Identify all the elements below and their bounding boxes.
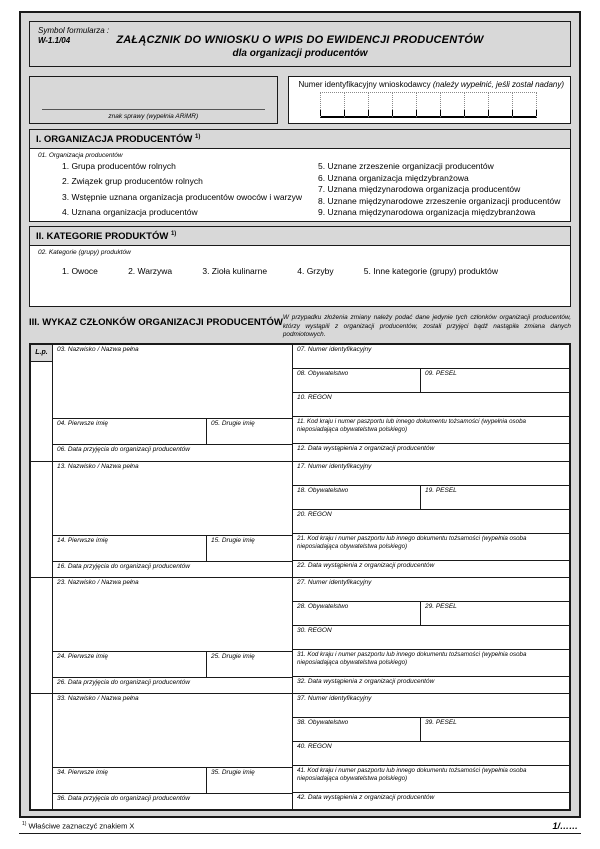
member-first-name-cell[interactable]	[53, 536, 207, 561]
member-second-name-cell[interactable]	[207, 768, 292, 793]
member-pesel-label: 09. PESEL	[425, 370, 457, 378]
member-first-name-cell[interactable]	[53, 419, 207, 444]
member-first-name-label: 04. Pierwsze imię	[57, 420, 108, 428]
section3-header	[29, 314, 571, 339]
member-lp-cell[interactable]	[31, 694, 53, 809]
member-join-date-cell[interactable]	[53, 445, 292, 461]
member-id-label: 37. Numer identyfikacyjny	[297, 695, 372, 703]
member-leave-date-label: 42. Data wystąpienia z organizacji producentów	[297, 794, 435, 802]
footer-note	[22, 821, 134, 831]
member-passport-label: 21. Kod kraju i numer paszportu lub innego dokumentu tożsamości (wypełnia osoba nieposiadająca obywatelstwa polskiego)	[297, 535, 527, 551]
applicant-id-digit-cell[interactable]	[464, 92, 489, 118]
member-leave-date-label: 22. Data wystąpienia z organizacji producentów	[297, 562, 435, 570]
form-title	[30, 34, 570, 59]
member-name-label: 13. Nazwisko / Nazwa pełna	[57, 463, 139, 471]
member-first-name-label: 34. Pierwsze imię	[57, 769, 108, 777]
member-leave-date-cell[interactable]	[293, 677, 569, 693]
member-citizenship-cell[interactable]	[293, 369, 421, 392]
org-option[interactable]: 3. Wstępnie uznana organizacja producentów owoców i warzyw	[62, 191, 303, 202]
member-passport-cell[interactable]	[293, 417, 569, 444]
member-citizenship-cell[interactable]	[293, 602, 421, 625]
section2-body	[29, 245, 571, 307]
member-passport-cell[interactable]	[293, 766, 569, 793]
org-option[interactable]: 6. Uznana organizacja międzybranżowa	[318, 172, 469, 183]
member-passport-label: 41. Kod kraju i numer paszportu lub innego dokumentu tożsamości (wypełnia osoba nieposiadająca obywatelstwa polskiego)	[297, 767, 527, 783]
member-pesel-cell[interactable]	[421, 486, 569, 509]
applicant-id-digit-cell[interactable]	[320, 92, 345, 118]
member-regon-cell[interactable]	[293, 510, 569, 534]
member-lp-cell[interactable]	[31, 345, 53, 461]
applicant-id-digit-cell[interactable]	[392, 92, 417, 118]
applicant-id-digit-cell[interactable]	[440, 92, 465, 118]
member-id-cell[interactable]	[293, 694, 569, 718]
member-names-row	[53, 652, 292, 678]
member-join-date-label: 16. Data przyjęcia do organizacji producentów	[57, 563, 190, 571]
member-citizenship-label: 18. Obywatelstwo	[297, 487, 349, 495]
section1-title: I. ORGANIZACJA PRODUCENTÓW	[36, 134, 193, 146]
member-row	[31, 461, 569, 577]
member-left-pane	[53, 462, 293, 577]
form-symbol-label: Symbol formularza :	[38, 26, 110, 35]
member-lp-cell[interactable]	[31, 462, 53, 577]
member-name-cell[interactable]	[53, 345, 292, 419]
section2-footnote-ref: 1)	[170, 231, 177, 238]
member-regon-label: 30. REGON	[297, 627, 332, 635]
member-right-pane	[293, 694, 569, 809]
member-right-pane	[293, 578, 569, 693]
lp-column-header: L.p.	[31, 345, 53, 362]
member-row	[31, 577, 569, 693]
member-regon-label: 40. REGON	[297, 743, 332, 751]
member-pesel-cell[interactable]	[421, 602, 569, 625]
member-citizenship-row	[293, 718, 569, 742]
member-right-pane	[293, 462, 569, 577]
member-regon-cell[interactable]	[293, 742, 569, 766]
member-leave-date-label: 12. Data wystąpienia z organizacji producentów	[297, 445, 435, 453]
case-number-caption: znak sprawy (wypełnia ARiMR)	[108, 113, 199, 120]
member-id-cell[interactable]	[293, 345, 569, 369]
section3-title: III. WYKAZ CZŁONKÓW ORGANIZACJI PRODUCENTÓW	[29, 317, 283, 329]
member-name-label: 23. Nazwisko / Nazwa pełna	[57, 579, 139, 587]
member-pesel-cell[interactable]	[421, 369, 569, 392]
category-option[interactable]: 4. Grzyby	[297, 266, 334, 277]
member-passport-label: 11. Kod kraju i numer paszportu lub innego dokumentu tożsamości (wypełnia osoba nieposiadająca obywatelstwa polskiego)	[297, 418, 526, 434]
org-option[interactable]: 5. Uznane zrzeszenie organizacji producentów	[318, 161, 494, 172]
applicant-id-note: (należy wypełnić, jeśli został nadany)	[432, 80, 564, 89]
applicant-id-label: Numer identyfikacyjny wnioskodawcy	[298, 80, 431, 89]
section2-header	[29, 226, 571, 245]
member-left-pane	[53, 578, 293, 693]
section1-header	[29, 129, 571, 148]
applicant-id-grid	[321, 92, 564, 118]
applicant-id-digit-cell[interactable]	[368, 92, 393, 118]
member-regon-cell[interactable]	[293, 626, 569, 650]
member-second-name-label: 15. Drugie imię	[211, 537, 255, 545]
member-id-cell[interactable]	[293, 462, 569, 486]
member-join-date-cell[interactable]	[53, 562, 292, 577]
section2-field-label: 02. Kategorie (grupy) produktów	[38, 249, 131, 257]
member-citizenship-label: 38. Obywatelstwo	[297, 719, 349, 727]
member-second-name-cell[interactable]	[207, 419, 292, 444]
member-id-label: 07. Numer identyfikacyjny	[297, 346, 372, 354]
member-join-date-cell[interactable]	[53, 678, 292, 693]
member-name-label: 33. Nazwisko / Nazwa pełna	[57, 695, 139, 703]
form-title-line1: ZAŁĄCZNIK DO WNIOSKU O WPIS DO EWIDENCJI PRODUCENTÓW	[116, 34, 484, 46]
org-option[interactable]: 9. Uznana międzynarodowa organizacja międzybranżowa	[318, 207, 536, 218]
form-frame	[19, 11, 581, 818]
member-second-name-label: 05. Drugie imię	[211, 420, 255, 428]
member-citizenship-row	[293, 486, 569, 510]
member-second-name-cell[interactable]	[207, 536, 292, 561]
member-name-cell[interactable]	[53, 578, 292, 652]
member-citizenship-label: 08. Obywatelstwo	[297, 370, 349, 378]
applicant-id-digit-cell[interactable]	[344, 92, 369, 118]
section3-note: W przypadku złożenia zmiany należy podać dane jedynie tych członków organizacji producentów, którzy wystąpili z organizacji producentów, zostali przyjęci bądź nastąpiła zmiana danych podmiotowych.	[282, 314, 571, 338]
member-regon-label: 20. REGON	[297, 511, 332, 519]
member-first-name-cell[interactable]	[53, 652, 207, 677]
org-option[interactable]: 8. Uznane międzynarodowe zrzeszenie organizacji producentów	[318, 195, 561, 206]
org-option[interactable]: 2. Związek grup producentów rolnych	[62, 176, 203, 187]
member-join-date-label: 06. Data przyjęcia do organizacji producentów	[57, 446, 190, 454]
footer-note-text: Właściwe zaznaczyć znakiem X	[28, 821, 135, 831]
member-join-date-cell[interactable]	[53, 794, 292, 809]
member-left-pane	[53, 345, 293, 461]
form-title-line2: dla organizacji producentów	[232, 48, 368, 59]
member-leave-date-label: 32. Data wystąpienia z organizacji producentów	[297, 678, 435, 686]
member-name-cell[interactable]	[53, 694, 292, 768]
member-first-name-label: 14. Pierwsze imię	[57, 537, 108, 545]
section1-field-label: 01. Organizacja producentów	[38, 152, 123, 160]
form-footer	[19, 820, 581, 834]
member-id-label: 27. Numer identyfikacyjny	[297, 579, 372, 587]
member-leave-date-cell[interactable]	[293, 561, 569, 577]
applicant-id-box	[288, 76, 571, 124]
member-id-label: 17. Numer identyfikacyjny	[297, 463, 372, 471]
member-join-date-label: 26. Data przyjęcia do organizacji producentów	[57, 679, 190, 687]
org-options-right	[318, 161, 562, 217]
member-right-pane	[293, 345, 569, 461]
section1-footnote-ref: 1)	[195, 134, 201, 140]
section1-body	[29, 148, 571, 222]
member-names-row	[53, 419, 292, 445]
member-left-pane	[53, 694, 293, 809]
member-lp-cell[interactable]	[31, 578, 53, 693]
org-option[interactable]: 7. Uznana międzynarodowa organizacja producentów	[318, 184, 521, 195]
category-option[interactable]: 3. Zioła kulinarne	[202, 266, 268, 277]
category-options	[38, 256, 562, 276]
applicant-id-digit-cell[interactable]	[488, 92, 513, 118]
member-pesel-cell[interactable]	[421, 718, 569, 741]
member-id-cell[interactable]	[293, 578, 569, 602]
member-pesel-label: 19. PESEL	[425, 487, 457, 495]
org-options	[38, 161, 562, 217]
member-second-name-label: 25. Drugie imię	[211, 653, 255, 661]
org-options-left	[38, 161, 318, 217]
applicant-id-label-row	[299, 80, 564, 89]
member-leave-date-cell[interactable]	[293, 793, 569, 809]
member-passport-cell[interactable]	[293, 650, 569, 677]
form-symbol-value: W-1.1/04	[38, 36, 71, 45]
org-option[interactable]: 1. Grupa producentów rolnych	[62, 161, 176, 172]
section2-title: II. KATEGORIE PRODUKTÓW	[36, 231, 169, 243]
member-regon-cell[interactable]	[293, 393, 569, 417]
member-row	[31, 345, 569, 461]
member-names-row	[53, 536, 292, 562]
members-table	[29, 343, 571, 811]
member-citizenship-row	[293, 602, 569, 626]
footer-footnote-ref: 1)	[22, 820, 27, 827]
member-regon-label: 10. REGON	[297, 394, 332, 402]
member-row	[31, 693, 569, 809]
member-pesel-label: 39. PESEL	[425, 719, 457, 727]
case-number-line	[42, 109, 265, 110]
member-leave-date-cell[interactable]	[293, 444, 569, 461]
category-option[interactable]: 5. Inne kategorie (grupy) produktów	[363, 266, 498, 277]
header-row	[29, 76, 571, 124]
applicant-id-digit-cell[interactable]	[416, 92, 441, 118]
member-name-cell[interactable]	[53, 462, 292, 536]
member-passport-cell[interactable]	[293, 534, 569, 561]
org-option[interactable]: 4. Uznana organizacja producentów	[62, 207, 198, 218]
form-title-box	[29, 21, 571, 67]
member-second-name-label: 35. Drugie imię	[211, 769, 255, 777]
member-second-name-cell[interactable]	[207, 652, 292, 677]
member-first-name-label: 24. Pierwsze imię	[57, 653, 108, 661]
applicant-id-digit-cell[interactable]	[512, 92, 537, 118]
case-number-box[interactable]	[29, 76, 278, 124]
member-join-date-label: 36. Data przyjęcia do organizacji producentów	[57, 795, 190, 803]
member-citizenship-cell[interactable]	[293, 486, 421, 509]
page-number: 1/……	[552, 820, 578, 831]
category-option[interactable]: 2. Warzywa	[128, 266, 173, 277]
member-pesel-label: 29. PESEL	[425, 603, 457, 611]
member-names-row	[53, 768, 292, 794]
member-citizenship-cell[interactable]	[293, 718, 421, 741]
member-passport-label: 31. Kod kraju i numer paszportu lub innego dokumentu tożsamości (wypełnia osoba nieposiadająca obywatelstwa polskiego)	[297, 651, 527, 667]
member-citizenship-label: 28. Obywatelstwo	[297, 603, 349, 611]
category-option[interactable]: 1. Owoce	[62, 266, 98, 277]
member-name-label: 03. Nazwisko / Nazwa pełna	[57, 346, 139, 354]
member-citizenship-row	[293, 369, 569, 393]
member-first-name-cell[interactable]	[53, 768, 207, 793]
